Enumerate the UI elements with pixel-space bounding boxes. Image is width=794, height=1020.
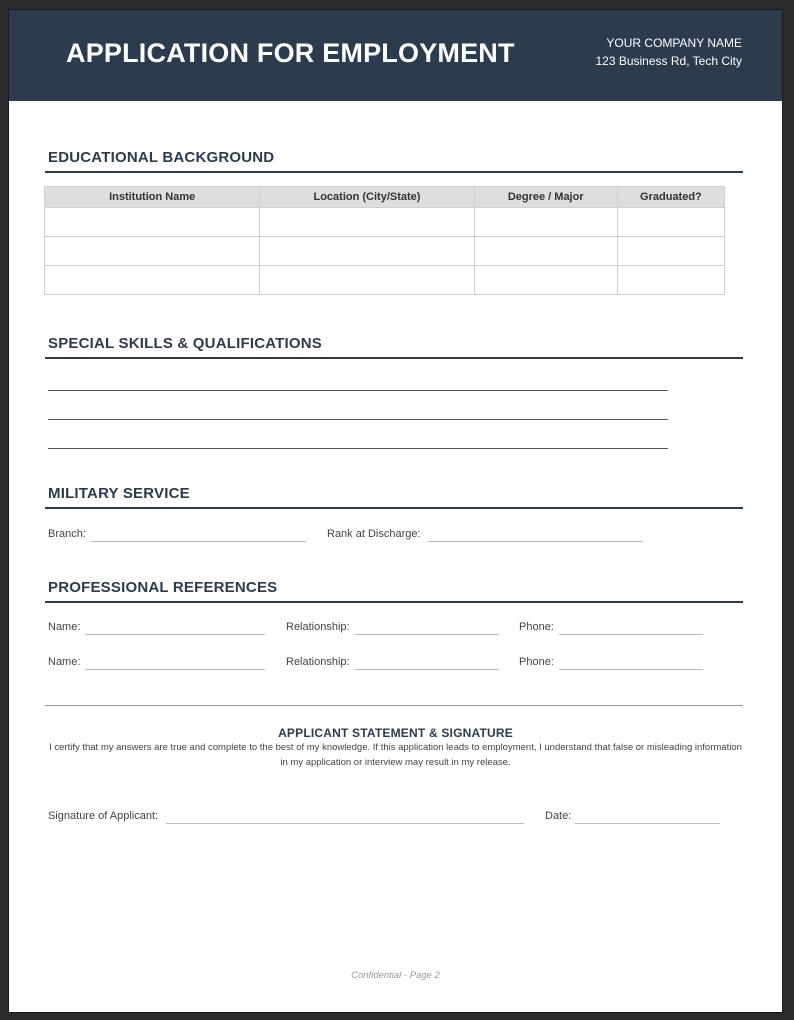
rank-label: Rank at Discharge: [327,528,421,540]
reference-1-relationship-field[interactable] [355,634,499,635]
reference-2-phone-field[interactable] [559,669,703,670]
education-heading: EDUCATIONAL BACKGROUND [48,149,275,166]
company-address: 123 Business Rd, Tech City [595,54,742,68]
table-cell-institution[interactable] [45,237,260,266]
column-header-graduated: Graduated? [617,187,724,208]
statement-text: I certify that my answers are true and complete to the best of my knowledge. If this application leads to employment, I understand that false or misleading information in my application or interview may result in my release. [49,742,742,768]
reference-1-name-label: Name: [48,621,81,633]
reference-2-name-field[interactable] [85,669,265,670]
table-row [45,208,725,237]
branch-label: Branch: [48,528,86,540]
table-cell-institution[interactable] [45,208,260,237]
page-title: APPLICATION FOR EMPLOYMENT [66,38,515,68]
reference-1-relationship-label: Relationship: [286,621,350,633]
table-cell-degree[interactable] [474,237,617,266]
date-label: Date: [545,810,572,822]
education-rule [45,171,743,173]
statement-heading: APPLICANT STATEMENT & SIGNATURE [278,726,513,740]
skills-rule [45,357,743,359]
skills-writing-line-3[interactable] [48,448,668,449]
skills-heading: SPECIAL SKILLS & QUALIFICATIONS [48,335,322,352]
skills-writing-line-2[interactable] [48,419,668,420]
table-header-row [45,187,725,208]
education-table [44,186,725,295]
header-banner [9,10,782,101]
reference-1-phone-label: Phone: [519,621,554,633]
table-cell-graduated[interactable] [617,266,724,295]
military-heading: MILITARY SERVICE [48,485,190,502]
signature-label: Signature of Applicant: [48,810,159,822]
table-cell-graduated[interactable] [617,208,724,237]
statement-divider [45,705,743,706]
reference-2-phone-label: Phone: [519,656,554,668]
company-name: YOUR COMPANY NAME [606,36,742,50]
branch-field[interactable] [91,541,306,542]
table-row [45,266,725,295]
date-field[interactable] [575,823,720,824]
company-info [595,34,742,70]
table-cell-degree[interactable] [474,266,617,295]
references-rule [45,601,743,603]
page-footer: Confidential - Page 2 [351,970,440,981]
reference-2-relationship-field[interactable] [355,669,499,670]
table-cell-location[interactable] [260,237,474,266]
references-heading: PROFESSIONAL REFERENCES [48,579,278,596]
reference-1-name-field[interactable] [85,634,265,635]
skills-writing-line-1[interactable] [48,390,668,391]
table-cell-location[interactable] [260,208,474,237]
signature-field[interactable] [166,823,524,824]
reference-1-phone-field[interactable] [559,634,703,635]
column-header-location: Location (City/State) [260,187,474,208]
table-cell-degree[interactable] [474,208,617,237]
column-header-degree: Degree / Major [474,187,617,208]
table-row [45,237,725,266]
column-header-institution: Institution Name [45,187,260,208]
reference-2-relationship-label: Relationship: [286,656,350,668]
form-page [9,10,782,1012]
table-cell-location[interactable] [260,266,474,295]
table-cell-institution[interactable] [45,266,260,295]
reference-2-name-label: Name: [48,656,81,668]
military-rule [45,507,743,509]
rank-field[interactable] [428,541,643,542]
table-cell-graduated[interactable] [617,237,724,266]
